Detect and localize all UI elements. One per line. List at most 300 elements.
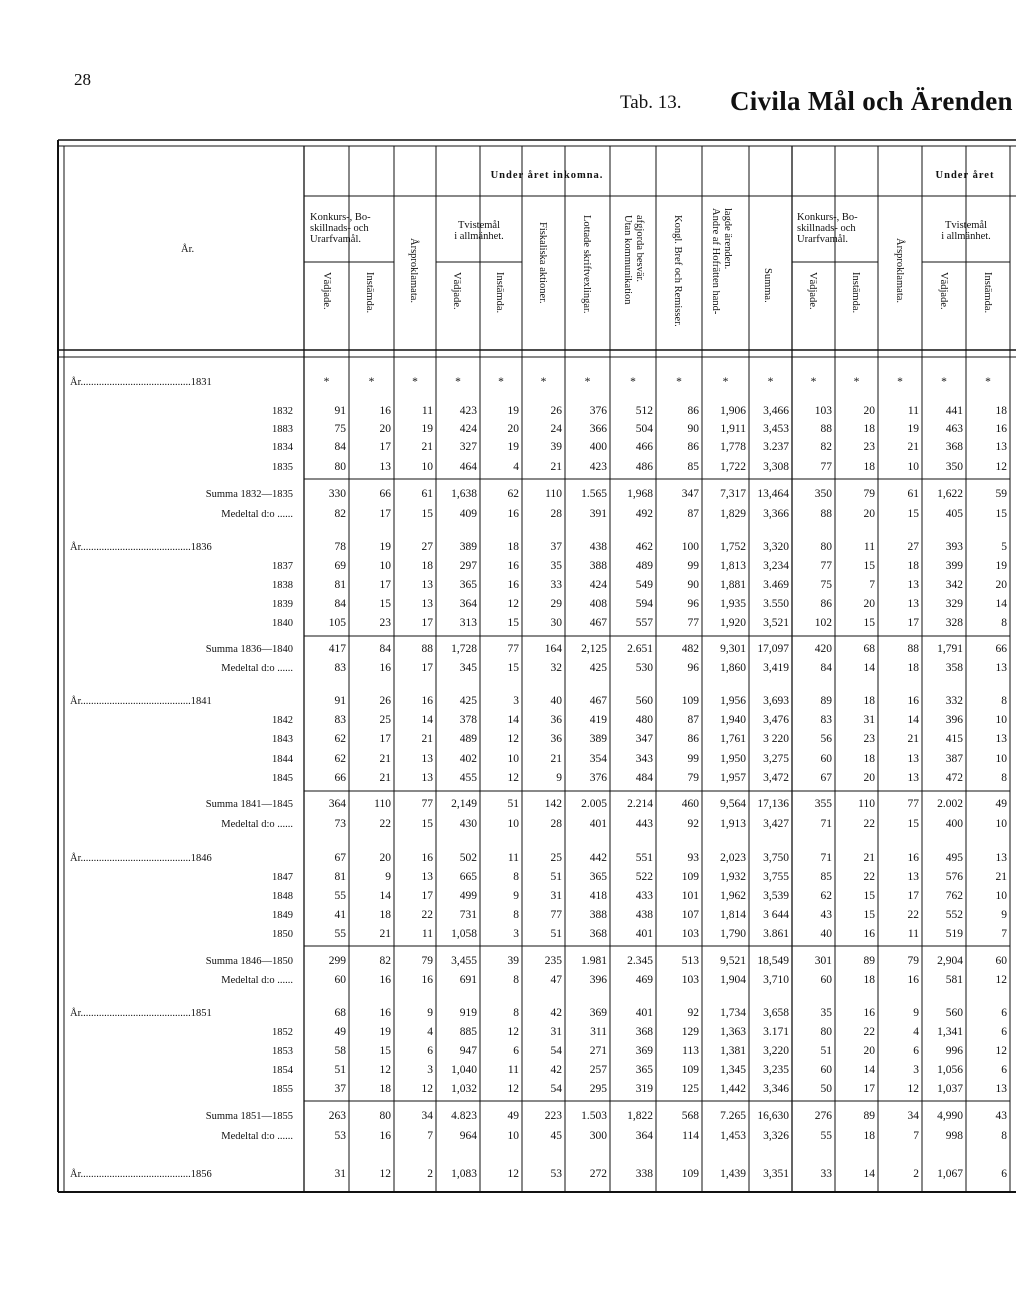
table-cell: 13 [995,441,1007,453]
table-cell: 16,630 [757,1110,789,1122]
table-cell: 1,345 [720,1064,746,1076]
konkurs-right-header: skillnads- och [797,223,856,234]
table-cell: 10 [995,753,1007,765]
table-cell: 14 [907,714,919,726]
table-cell: 6 [427,1045,433,1057]
table-cell: 1,778 [720,441,746,453]
table-cell: 1,962 [720,890,746,902]
table-cell: 21 [550,753,562,765]
table-cell: 25 [550,852,562,864]
table-cell: 17 [379,508,391,520]
table-cell: 39 [507,955,519,967]
table-cell: 20 [507,423,519,435]
table-cell: 12 [995,461,1007,473]
table-cell: 8 [1001,695,1007,707]
table-cell: 560 [945,1007,963,1019]
row-label: År..........................................1856 [70,1169,212,1180]
table-cell: 3 [913,1064,919,1076]
table-cell: 6 [1001,1026,1007,1038]
table-cell: 40 [550,695,562,707]
table-cell: 3,320 [763,541,789,553]
table-cell: 87 [687,714,699,726]
table-cell: 77 [550,909,562,921]
table-cell: 22 [863,818,875,830]
table-cell: 1,906 [720,405,746,417]
table-cell: 107 [681,909,699,921]
table-cell: 12 [379,1168,391,1180]
row-label: Summa 1832—1835 [205,489,293,500]
table-cell: 549 [635,579,653,591]
table-cell: 400 [945,818,963,830]
table-cell: 1,956 [720,695,746,707]
table-cell: 319 [635,1083,653,1095]
table-cell: * [767,376,774,388]
table-cell: 12 [995,974,1007,986]
table-cell: 60 [820,1064,832,1076]
table-cell: 18 [863,461,875,473]
table-cell: 16 [379,405,391,417]
table-cell: 6 [1001,1064,1007,1076]
table-cell: 3 [427,1064,433,1076]
table-cell: 1,638 [451,488,477,500]
table-cell: 1,442 [720,1083,746,1095]
table-cell: 88 [421,643,433,655]
table-cell: 235 [544,955,562,967]
table-cell: 417 [328,643,346,655]
table-cell: 92 [687,1007,699,1019]
table-cell: 364 [328,798,346,810]
table-cell: 430 [459,818,477,830]
table-cell: 61 [907,488,919,500]
row-label: År..........................................1836 [70,542,212,553]
table-cell: 16 [421,974,433,986]
table-cell: 56 [820,733,832,745]
table-cell: 105 [328,617,346,629]
table-cell: 19 [379,1026,391,1038]
table-cell: 20 [863,598,875,610]
table-cell: 15 [507,662,519,674]
table-cell: 297 [459,560,477,572]
table-cell: 15 [379,1045,391,1057]
table-cell: 3,419 [763,662,789,674]
table-cell: 85 [820,871,832,883]
table-cell: 16 [507,560,519,572]
table-cell: 1,790 [720,928,746,940]
table-cell: 18 [907,662,919,674]
table-cell: 11 [907,928,919,940]
table-cell: 355 [814,798,832,810]
table-cell: 1,622 [937,488,963,500]
table-cell: 4 [513,461,519,473]
table-cell: 15 [863,909,875,921]
table-cell: 62 [820,890,832,902]
table-cell: 365 [459,579,477,591]
tvistemal-right-header: i allmänhet. [941,231,991,242]
table-cell: 424 [459,423,477,435]
table-cell: 31 [863,714,875,726]
table-cell: * [941,376,947,388]
table-cell: 3.861 [763,928,789,940]
table-cell: 6 [513,1045,519,1057]
header-summa: Summa. [762,268,773,303]
table-cell: 3,308 [763,461,789,473]
table-cell: 400 [589,441,607,453]
table-cell: 223 [544,1110,562,1122]
table-cell: 43 [820,909,832,921]
table-cell: 996 [945,1045,963,1057]
table-cell: 594 [635,598,653,610]
table-cell: 16 [507,579,519,591]
table-cell: 34 [421,1110,433,1122]
table-cell: 82 [334,508,346,520]
table-cell: 125 [681,1083,699,1095]
table-cell: 99 [687,753,699,765]
header-vadjade: Vädjade. [451,272,462,310]
table-cell: 731 [459,909,477,921]
table-cell: 369 [589,1007,607,1019]
table-cell: 3,453 [763,423,789,435]
table-cell: 1,056 [937,1064,963,1076]
table-cell: 89 [863,1110,875,1122]
table-cell: 45 [550,1130,562,1142]
table-cell: 7 [869,579,875,591]
table-cell: 1,752 [720,541,746,553]
table-cell: 18 [863,423,875,435]
table-cell: 16 [907,852,919,864]
table-cell: 1,950 [720,753,746,765]
table-cell: 77 [820,560,832,572]
table-cell: 441 [945,405,963,417]
table-cell: 14 [863,1064,875,1076]
table-cell: 21 [421,733,433,745]
table-cell: 369 [635,1045,653,1057]
table-cell: * [540,376,547,388]
table-cell: 389 [459,541,477,553]
table-cell: 8 [513,974,519,986]
table-cell: 350 [945,461,963,473]
table-cell: 401 [635,1007,653,1019]
table-cell: 7 [1001,928,1007,940]
table-cell: 16 [421,852,433,864]
table-cell: 6 [1001,1168,1007,1180]
table-cell: 58 [334,1045,346,1057]
table-cell: 420 [814,643,832,655]
table-cell: 20 [379,852,391,864]
table-cell: 51 [507,798,519,810]
table-cell: 15 [863,560,875,572]
table-cell: 332 [945,695,963,707]
row-label: 1844 [272,754,293,765]
table-cell: 9 [385,871,391,883]
table-cell: 49 [507,1110,519,1122]
table-cell: 311 [590,1026,607,1038]
table-cell: 60 [820,753,832,765]
table-cell: 408 [589,598,607,610]
table-cell: 3 [513,928,519,940]
table-cell: 9 [513,890,519,902]
table-cell: 522 [635,871,653,883]
header-kongl: Kongl. Bref och Remisser. [672,215,683,327]
table-cell: 762 [945,890,963,902]
table-cell: 10 [507,818,519,830]
table-cell: 466 [635,441,653,453]
table-cell: 31 [550,890,562,902]
table-cell: 1,814 [720,909,746,921]
table-cell: 51 [820,1045,832,1057]
table-cell: 1,083 [451,1168,477,1180]
table-cell: 17,136 [757,798,789,810]
table-cell: 51 [550,871,562,883]
table-cell: 467 [589,617,607,629]
table-cell: 15 [995,508,1007,520]
table-cell: 54 [550,1083,562,1095]
table-cell: 22 [863,1026,875,1038]
row-label: Summa 1841—1845 [205,799,293,810]
table-cell: 18 [507,541,519,553]
table-cell: 301 [814,955,832,967]
table-cell: * [584,376,591,388]
table-cell: 62 [507,488,519,500]
table-cell: 415 [945,733,963,745]
table-cell: * [853,376,860,388]
table-cell: 11 [421,928,433,940]
table-cell: 16 [379,662,391,674]
table-cell: 328 [945,617,963,629]
table-cell: 1,032 [451,1083,477,1095]
konkurs-header: skillnads- och [310,223,369,234]
table-cell: * [676,376,682,388]
table-cell: 1,881 [720,579,746,591]
row-label: Medeltal d:o ...... [221,975,293,986]
table-cell: 1,860 [720,662,746,674]
table-cell: 10 [995,714,1007,726]
table-cell: 18,549 [757,955,789,967]
table-cell: 1,037 [937,1083,963,1095]
header-instamda: Instämda. [494,272,505,314]
table-cell: 12 [507,733,519,745]
row-label: 1883 [272,424,293,435]
table-cell: 1,813 [720,560,746,572]
table-cell: 1,957 [720,772,746,784]
table-cell: 3.237 [763,441,789,453]
table-cell: 350 [814,488,832,500]
table-cell: * [455,376,461,388]
table-cell: 512 [635,405,653,417]
table-cell: 91 [334,695,346,707]
table-cell: 424 [589,579,607,591]
table-cell: 99 [687,560,699,572]
table-cell: 399 [945,560,963,572]
table-cell: 13 [379,461,391,473]
table-cell: 54 [550,1045,562,1057]
table-cell: 1,040 [451,1064,477,1076]
table-cell: 17 [421,617,433,629]
table-cell: 14 [863,1168,875,1180]
table-cell: 7 [913,1130,919,1142]
table-cell: 455 [459,772,477,784]
table-cell: 3,472 [763,772,789,784]
table-cell: 75 [334,423,346,435]
row-label: År..........................................1851 [70,1008,212,1019]
table-cell: 14 [507,714,519,726]
table-cell: 88 [820,508,832,520]
page-title: Civila Mål och Ärenden [730,86,1013,116]
table-cell: 20 [863,772,875,784]
table-cell: 13 [907,579,919,591]
table-cell: 77 [421,798,433,810]
row-label: Medeltal d:o ...... [221,509,293,520]
table-cell: * [630,376,636,388]
table-cell: 35 [550,560,562,572]
table-cell: 16 [421,695,433,707]
table-cell: 313 [459,617,477,629]
table-cell: * [985,376,991,388]
table-cell: 3,658 [763,1007,789,1019]
table-cell: 2,904 [937,955,963,967]
table-cell: 79 [907,955,919,967]
table-cell: 110 [374,798,391,810]
table-cell: 21 [995,871,1007,883]
table-cell: 81 [334,579,346,591]
table-cell: 18 [863,753,875,765]
table-cell: 79 [421,955,433,967]
table-cell: 419 [589,714,607,726]
table-cell: 2.345 [627,955,653,967]
table-cell: 460 [681,798,699,810]
table-cell: 6 [1001,1007,1007,1019]
table-cell: 15 [379,598,391,610]
table-cell: 327 [459,441,477,453]
table-cell: 13 [907,871,919,883]
table-cell: 10 [379,560,391,572]
table-cell: 2,125 [581,643,607,655]
table-cell: 88 [907,643,919,655]
table-cell: 393 [945,541,963,553]
table-cell: 1,935 [720,598,746,610]
table-cell: 513 [681,955,699,967]
table-cell: 43 [995,1110,1007,1122]
table-cell: 51 [334,1064,346,1076]
tvistemal-right-header: Tvistemål [945,220,987,231]
table-cell: 114 [682,1130,699,1142]
table-cell: 472 [945,772,963,784]
table-cell: 37 [550,541,562,553]
table-cell: 80 [334,461,346,473]
table-cell: 396 [945,714,963,726]
table-cell: 90 [687,423,699,435]
table-cell: 10 [907,461,919,473]
table-cell: 92 [687,818,699,830]
table-cell: 3,275 [763,753,789,765]
table-cell: 88 [820,423,832,435]
table-cell: 60 [820,974,832,986]
table-cell: 23 [863,441,875,453]
table-cell: 103 [681,974,699,986]
table-cell: 18 [421,560,433,572]
table-cell: 20 [863,508,875,520]
table-cell: 40 [820,928,832,940]
table-cell: 1,968 [627,488,653,500]
row-label: 1842 [272,715,293,726]
table-cell: 16 [863,928,875,940]
table-cell: 8 [1001,1130,1007,1142]
table-cell: 530 [635,662,653,674]
table-cell: 3,710 [763,974,789,986]
table-cell: 30 [550,617,562,629]
table-cell: 423 [459,405,477,417]
table-cell: 402 [459,753,477,765]
row-label: 1854 [272,1065,293,1076]
table-cell: 16 [907,695,919,707]
table-cell: 71 [820,852,832,864]
table-cell: 84 [379,643,391,655]
table-cell: 19 [421,423,433,435]
table-cell: 87 [687,508,699,520]
table-cell: 438 [589,541,607,553]
table-cell: 17 [421,890,433,902]
table-cell: 22 [863,871,875,883]
table-cell: 18 [379,909,391,921]
table-cell: 3,539 [763,890,789,902]
table-cell: 90 [687,579,699,591]
table-cell: 330 [328,488,346,500]
table-cell: 489 [635,560,653,572]
table-cell: 53 [550,1168,562,1180]
table-cell: 14 [863,662,875,674]
table-cell: 55 [820,1130,832,1142]
table-cell: 103 [814,405,832,417]
table-cell: * [368,376,375,388]
table-cell: 329 [945,598,963,610]
table-cell: 4.823 [451,1110,477,1122]
table-cell: 9,564 [720,798,746,810]
table-cell: 492 [635,508,653,520]
table-cell: 365 [635,1064,653,1076]
table-cell: 581 [945,974,963,986]
table-cell: 17 [379,733,391,745]
table-cell: 401 [589,818,607,830]
table-cell: 8 [513,909,519,921]
row-label: Medeltal d:o ...... [221,663,293,674]
table-cell: 49 [995,798,1007,810]
table-cell: 13 [421,871,433,883]
table-cell: 1,913 [720,818,746,830]
table-cell: 13 [907,753,919,765]
table-cell: 14 [379,890,391,902]
table-cell: 18 [863,974,875,986]
table-cell: 77 [907,798,919,810]
header-vadjade-right: Vädjade. [938,272,949,310]
table-cell: 91 [334,405,346,417]
table-cell: 338 [635,1168,653,1180]
table-cell: 68 [863,643,875,655]
table-cell: 8 [513,1007,519,1019]
row-label: Medeltal d:o ...... [221,819,293,830]
table-cell: 109 [681,1064,699,1076]
table-cell: 33 [550,579,562,591]
table-cell: 1,058 [451,928,477,940]
konkurs-right-header: Urarfvamål. [797,234,849,245]
table-cell: 129 [681,1026,699,1038]
table-cell: 484 [635,772,653,784]
table-cell: 1,439 [720,1168,746,1180]
table-cell: 1,791 [937,643,963,655]
table-cell: 19 [507,441,519,453]
table-cell: 9,301 [720,643,746,655]
table-cell: 100 [681,541,699,553]
table-cell: 365 [589,871,607,883]
table-cell: 464 [459,461,477,473]
